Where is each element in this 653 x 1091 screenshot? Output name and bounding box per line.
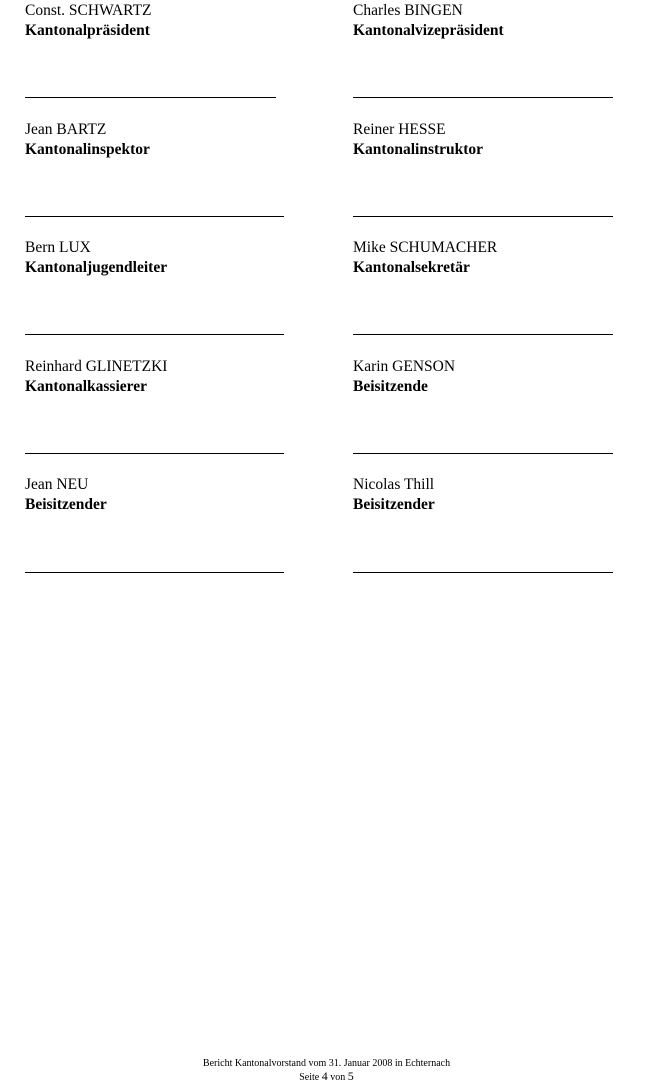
page-prefix: Seite — [299, 1072, 320, 1083]
signatory-role: Beisitzender — [353, 496, 435, 513]
signatory-name: Nicolas Thill — [353, 476, 435, 493]
signatory-block — [353, 1, 615, 41]
signatory-role: Kantonalpräsident — [25, 22, 150, 39]
signatory-name: Karin GENSON — [353, 358, 456, 375]
page-footer — [0, 1058, 653, 1084]
footer-report-text: Bericht Kantonalvorstand vom 31. Januar 2008 in Echternach — [202, 1058, 451, 1069]
signatory-block — [25, 238, 287, 278]
page-number — [0, 1070, 653, 1084]
signature-line — [25, 334, 284, 335]
signatory-role: Kantonalvizepräsident — [353, 22, 504, 39]
signatory-block — [25, 475, 287, 515]
signatory-role: Kantonalkassierer — [25, 378, 147, 395]
signature-line — [353, 572, 613, 573]
signatory-role: Kantonalinstruktor — [353, 141, 484, 158]
signature-line — [353, 97, 613, 98]
page-current: 4 — [321, 1069, 328, 1083]
signature-line — [25, 97, 276, 98]
signatory-block — [353, 357, 615, 397]
signature-line — [25, 453, 284, 454]
signatory-block — [25, 120, 287, 160]
signatory-name: Jean NEU — [25, 476, 89, 493]
page-total: 5 — [347, 1069, 354, 1083]
signature-line — [25, 572, 284, 573]
signatory-name: Mike SCHUMACHER — [353, 239, 498, 256]
signatory-block — [353, 120, 615, 160]
signature-line — [353, 453, 613, 454]
signature-line — [353, 334, 613, 335]
signatory-block — [25, 1, 287, 41]
signatory-role: Beisitzender — [25, 496, 107, 513]
signatory-role: Kantonalinspektor — [25, 141, 150, 158]
signatory-role: Beisitzende — [353, 378, 428, 395]
signatory-name: Const. SCHWARTZ — [25, 2, 152, 19]
signatory-block — [353, 475, 615, 515]
signatory-block — [353, 238, 615, 278]
signatory-name: Jean BARTZ — [25, 121, 107, 138]
signatory-role: Kantonalsekretär — [353, 259, 470, 276]
page-separator: von — [330, 1072, 346, 1083]
signatory-name: Bern LUX — [25, 239, 91, 256]
signatory-name: Reiner HESSE — [353, 121, 446, 138]
signatory-name: Charles BINGEN — [353, 2, 463, 19]
signatory-block — [25, 357, 287, 397]
signature-line — [25, 216, 284, 217]
signatory-role: Kantonaljugendleiter — [25, 259, 168, 276]
signatory-name: Reinhard GLINETZKI — [25, 358, 168, 375]
signature-line — [353, 216, 613, 217]
